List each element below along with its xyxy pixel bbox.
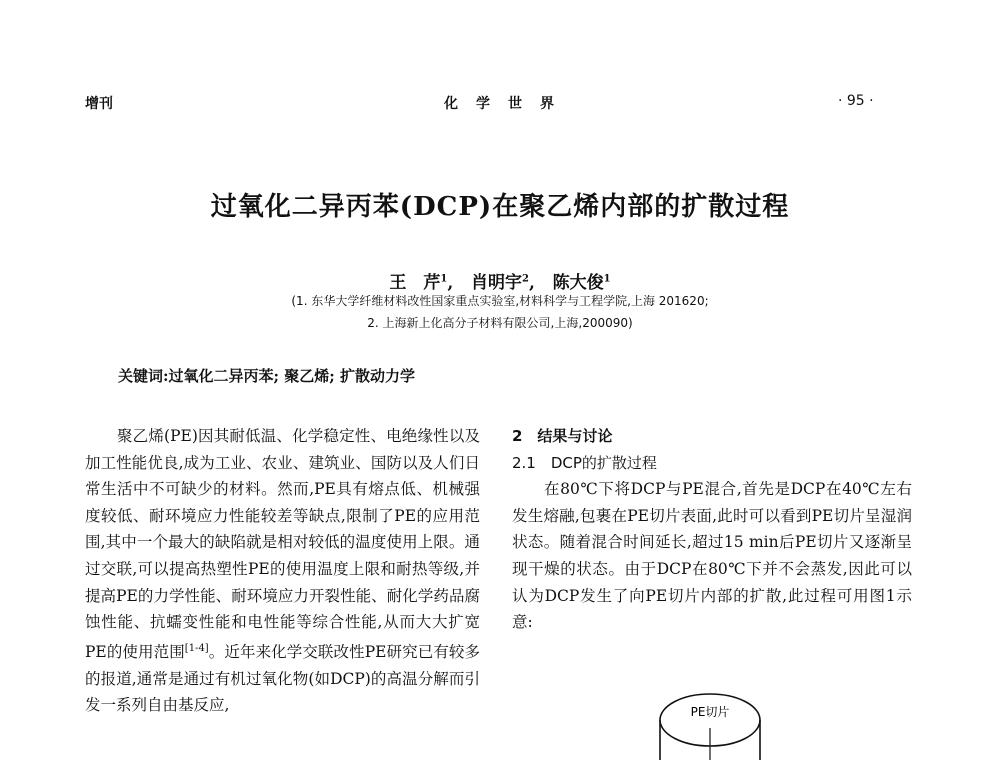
results-paragraph: 在80℃下将DCP与PE混合,首先是DCP在40℃左右发生熔融,包裹在PE切片表面,此时可以看到PE切片呈湿润状态。随着混合时间延长,超过15 min后PE切片又逐渐呈现干燥的状态。由于DCP在80℃下并不会蒸发,因此可以认为DCP发生了向PE切片内部的扩散,此过程可用图1示意: xyxy=(512,480,912,632)
journal-name: 化 学 世 界 xyxy=(444,96,556,112)
author-name: 王 芹 xyxy=(389,273,441,293)
figure-label: PE切片 xyxy=(690,705,730,719)
intro-text: 聚乙烯(PE)因其耐低温、化学稳定性、电绝缘性以及加工性能优良,成为工业、农业、建筑业、国防以及人们日常生活中不可缺少的材料。然而,PE具有熔点低、机械强度较低、耐环境应力性能较差等缺点,限制了PE的应用范围,其中一个最大的缺陷就是相对较低的温度使用上限。通过交联,可以提高热塑性PE的使用温度上限和耐热等级,并提高PE的力学性能、耐环境应力开裂性能、耐化学药品腐蚀性能、抗蠕变性能和电性能等综合性能,从而大大扩宽PE的使用范围 xyxy=(85,427,480,661)
author-list: 王 芹$^1$, 肖明宇$^2$, 陈大俊$^1$ xyxy=(389,273,611,293)
pe-chip-figure xyxy=(640,690,780,760)
header-left-label: 增刊 xyxy=(85,96,113,112)
affiliation-line-1: (1. 东华大学纤维材料改性国家重点实验室,材料科学与工程学院,上海 201620; xyxy=(291,294,709,308)
keywords: 关键词:过氧化二异丙苯; 聚乙烯; 扩散动力学 xyxy=(118,367,416,385)
intro-paragraph xyxy=(85,423,480,719)
section-heading: 2 结果与讨论 xyxy=(512,427,613,445)
author-affil-mark: 1 xyxy=(603,273,611,285)
author-name: 陈大俊 xyxy=(552,273,604,293)
author-name: 肖明宇 xyxy=(471,273,523,293)
intro-text-end: 。近年来化学交联改性PE研究已有较多的报道,通常是通过有机过氧化物(如DCP)的高温分解而引发一系列自由基反应, xyxy=(85,642,480,715)
affiliation-line-2: 2. 上海新上化高分子材料有限公司,上海,200090) xyxy=(367,316,633,330)
author-affil-mark: 2 xyxy=(522,273,529,285)
page-number: · 95 · xyxy=(838,93,874,109)
author-affil-mark: 1 xyxy=(440,273,448,285)
subsection-heading: 2.1 DCP的扩散过程 xyxy=(512,453,657,472)
left-column xyxy=(85,423,480,719)
citation-ref: [1-4] xyxy=(184,642,209,654)
right-column xyxy=(512,423,912,636)
article-title: 过氧化二异丙苯(DCP)在聚乙烯内部的扩散过程 xyxy=(210,192,790,222)
